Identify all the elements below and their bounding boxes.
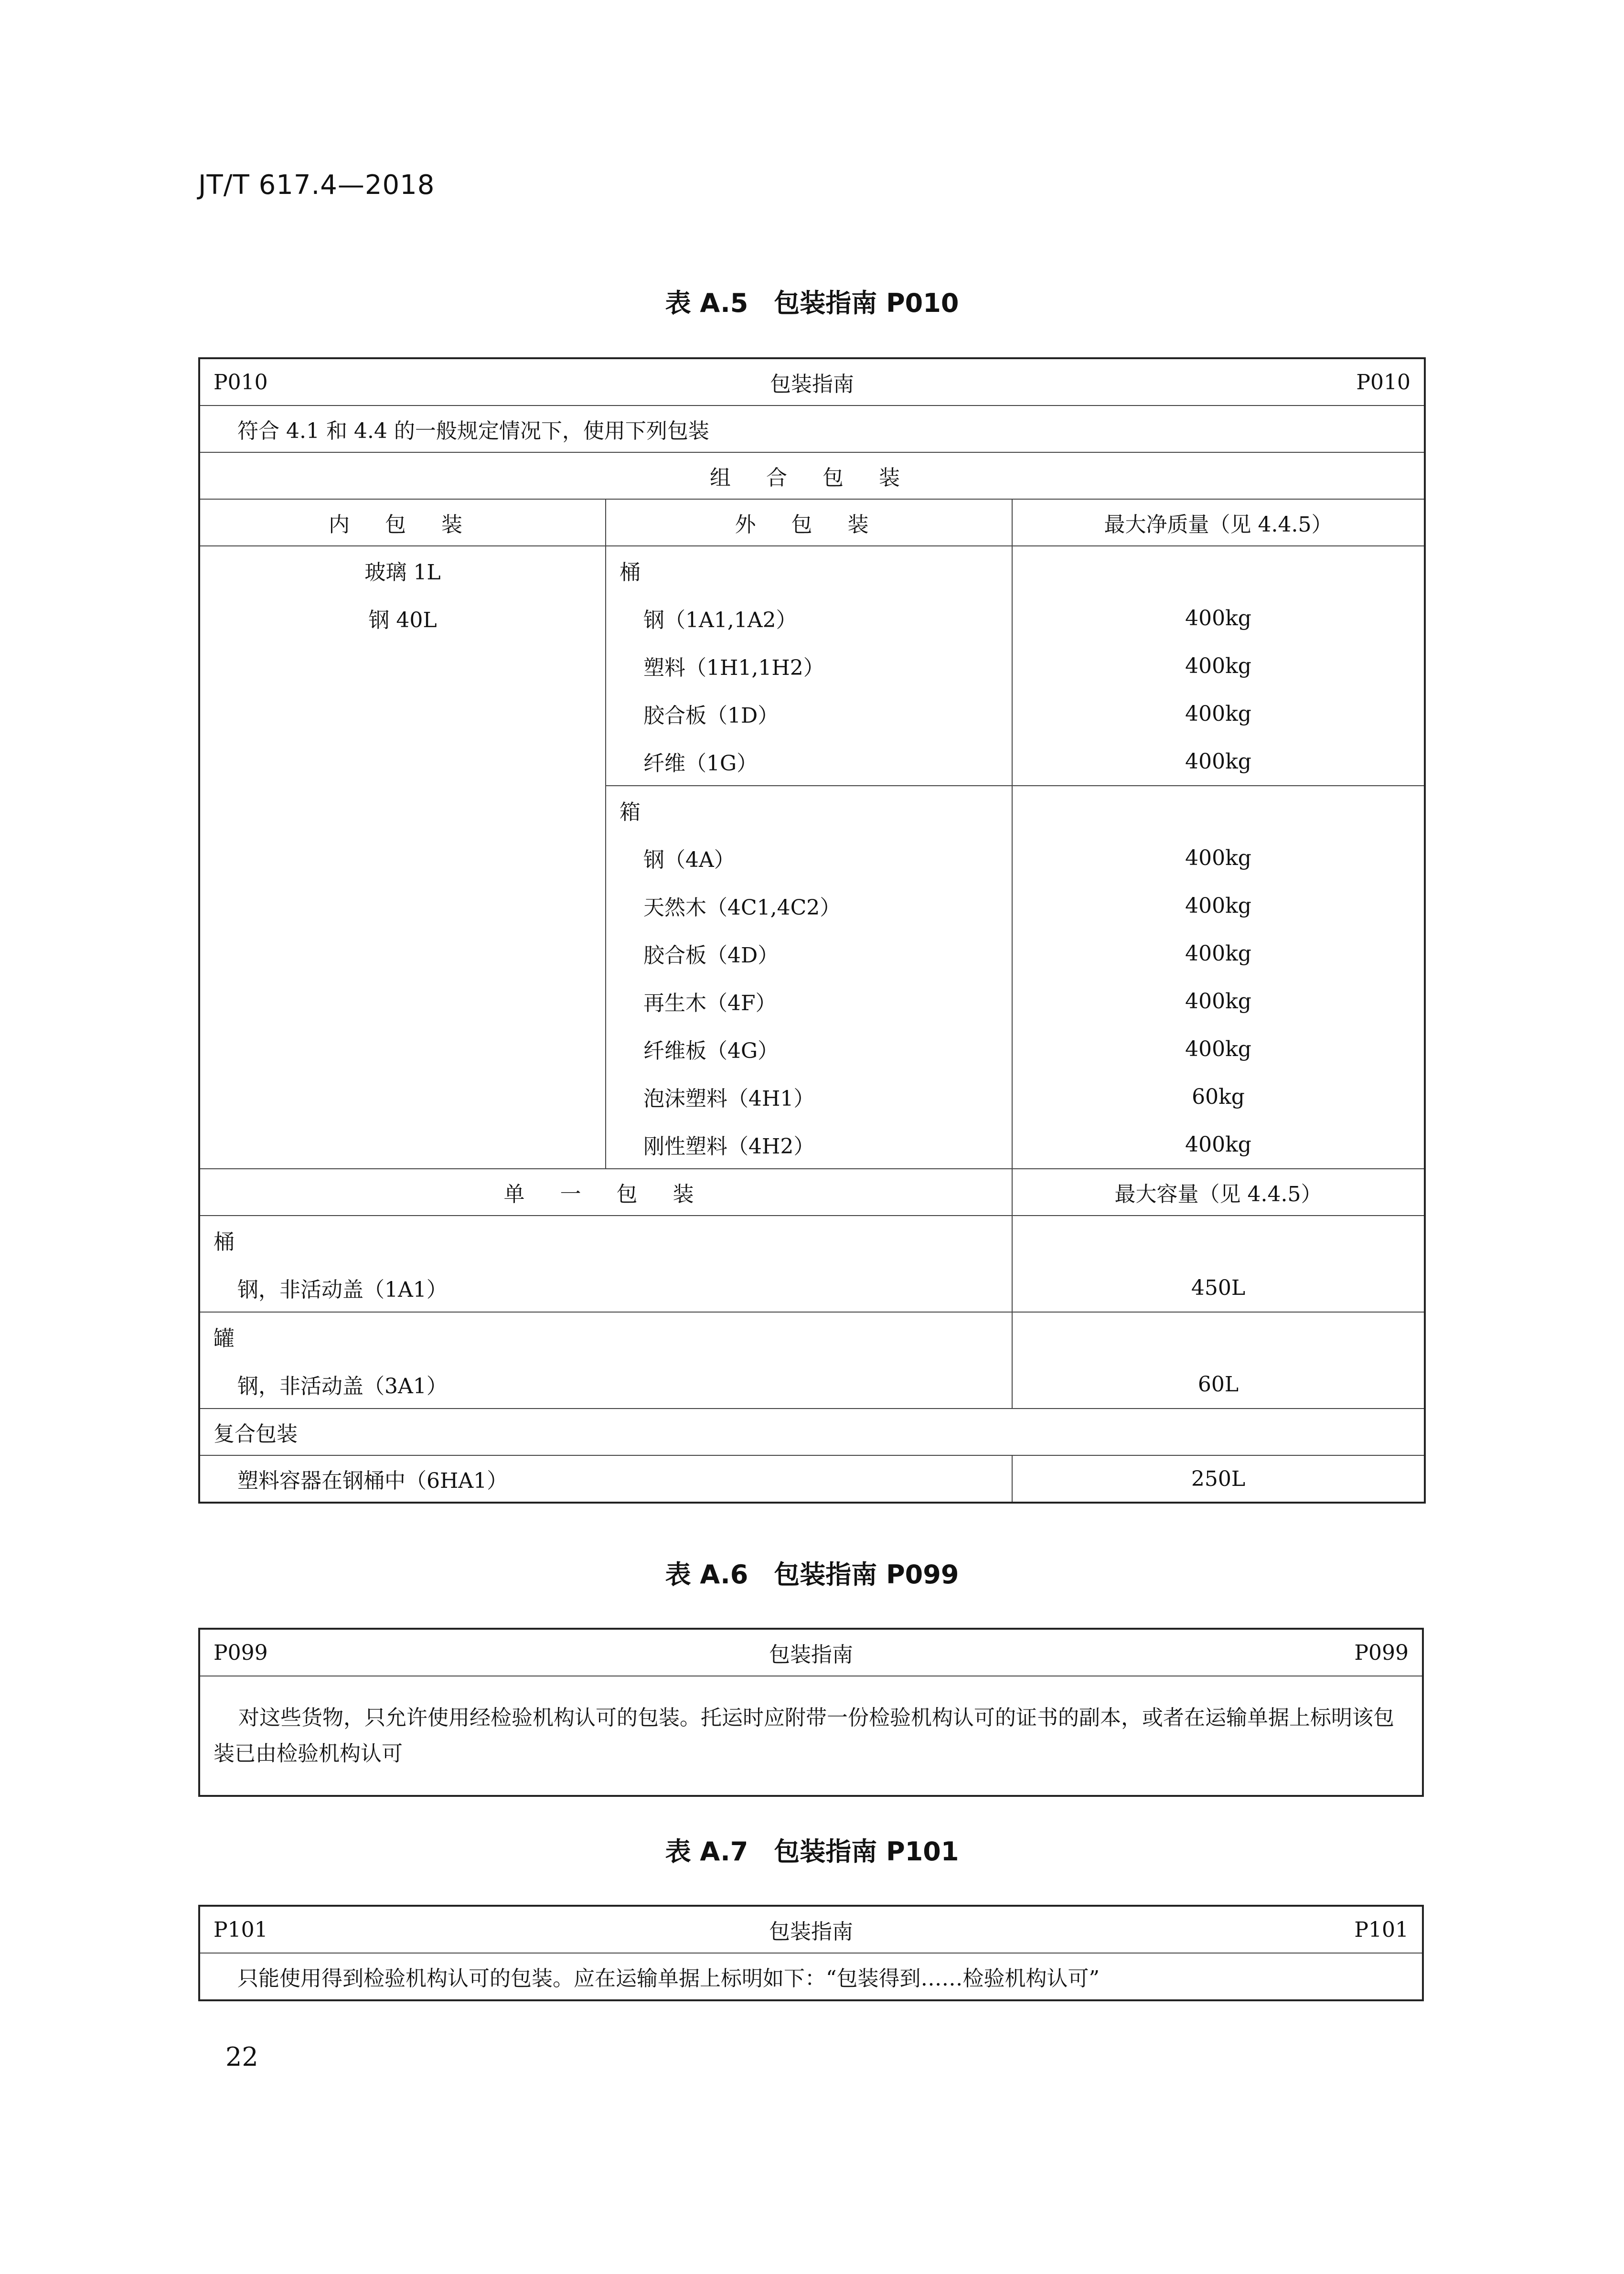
box-mass-value: 400kg — [1185, 1036, 1251, 1061]
drum-mass-value: 400kg — [1185, 653, 1251, 678]
composite-item-row — [199, 1455, 1425, 1503]
table-a6-code-left: P099 — [214, 1640, 268, 1665]
drum-item: 钢（1A1,1A2） — [643, 608, 797, 632]
inner-packaging-header: 内 包 装 — [199, 499, 606, 546]
drum-mass-value: 400kg — [1185, 606, 1251, 630]
single-drum-cell — [199, 1216, 1012, 1312]
table-a7-body: 只能使用得到检验机构认可的包装。应在运输单据上标明如下：“包装得到……检验机构认可” — [199, 1953, 1423, 2000]
table-a5 — [198, 357, 1426, 1504]
combined-packaging-header: 组 合 包 装 — [199, 452, 1425, 499]
drums-mass-cell — [1012, 546, 1425, 786]
table-a5-intro-row — [199, 406, 1425, 452]
table-a7-caption: 表 A.7 包装指南 P101 — [665, 1836, 959, 1867]
table-a5-title-row — [199, 358, 1425, 406]
table-a6 — [198, 1628, 1424, 1797]
boxes-mass-cell — [1012, 786, 1425, 1169]
composite-value: 250L — [1012, 1455, 1425, 1503]
drum-item: 塑料（1H1,1H2） — [643, 656, 824, 680]
boxes-outer-cell — [606, 786, 1012, 1169]
table-a6-body-row — [199, 1676, 1423, 1796]
table-a7-code-left: P101 — [214, 1917, 268, 1942]
table-a7 — [198, 1905, 1424, 2001]
single-drum-value: 450L — [1191, 1275, 1246, 1300]
table-a6-caption: 表 A.6 包装指南 P099 — [665, 1559, 959, 1590]
table-a7-code-right: P101 — [1354, 1917, 1409, 1942]
table-a6-title: 包装指南 — [769, 1643, 853, 1667]
inner-packaging-cell — [199, 546, 606, 1169]
jerrican-value-cell — [1012, 1312, 1425, 1409]
drums-row — [199, 546, 1425, 786]
max-capacity-header: 最大容量（见 4.4.5） — [1012, 1169, 1425, 1216]
box-item: 纤维板（4G） — [643, 1039, 779, 1063]
table-a6-body: 对这些货物，只允许使用经检验机构认可的包装。托运时应附带一份检验机构认可的证书的副本，或者在运输单据上标明该包装已由检验机构认可 — [199, 1676, 1423, 1796]
box-mass-value: 60kg — [1192, 1084, 1245, 1109]
jerrican-item: 钢，非活动盖（3A1） — [237, 1374, 448, 1399]
box-item: 再生木（4F） — [643, 991, 777, 1015]
single-packaging-header-row — [199, 1169, 1425, 1216]
page-number: 22 — [225, 2042, 258, 2072]
document-code: JT/T 617.4—2018 — [198, 170, 435, 201]
box-item: 钢（4A） — [643, 848, 735, 872]
box-item: 胶合板（4D） — [643, 943, 779, 968]
inner-item: 钢 40L — [368, 608, 437, 632]
box-item: 天然木（4C1,4C2） — [643, 896, 841, 920]
boxes-heading: 箱 — [620, 800, 641, 824]
table-a5-code-right: P010 — [1356, 370, 1411, 395]
composite-heading: 复合包装 — [199, 1409, 1425, 1455]
max-net-mass-header: 最大净质量（见 4.4.5） — [1012, 499, 1425, 546]
outer-packaging-header: 外 包 装 — [606, 499, 1012, 546]
jerrican-heading: 罐 — [214, 1326, 235, 1351]
box-mass-value: 400kg — [1185, 845, 1251, 870]
box-mass-value: 400kg — [1185, 941, 1251, 966]
table-a5-code-left: P010 — [214, 370, 268, 395]
box-mass-value: 400kg — [1185, 1132, 1251, 1157]
table-a5-combined-row — [199, 452, 1425, 499]
jerrican-row — [199, 1312, 1425, 1409]
drums-heading: 桶 — [620, 560, 641, 585]
single-drum-value-cell — [1012, 1216, 1425, 1312]
single-drum-item: 钢，非活动盖（1A1） — [237, 1278, 448, 1302]
jerrican-cell — [199, 1312, 1012, 1409]
drum-mass-value: 400kg — [1185, 749, 1251, 774]
drums-outer-cell — [606, 546, 1012, 786]
table-a7-title-row — [199, 1906, 1423, 1953]
single-drum-row — [199, 1216, 1425, 1312]
jerrican-value: 60L — [1197, 1372, 1239, 1397]
composite-item: 塑料容器在钢桶中（6HA1） — [199, 1455, 1012, 1503]
table-a5-intro: 符合 4.1 和 4.4 的一般规定情况下，使用下列包装 — [199, 406, 1425, 452]
box-mass-value: 400kg — [1185, 989, 1251, 1014]
drum-mass-value: 400kg — [1185, 701, 1251, 726]
table-a6-title-row — [199, 1629, 1423, 1676]
table-a7-title: 包装指南 — [769, 1920, 853, 1944]
single-drum-heading: 桶 — [214, 1230, 235, 1254]
single-packaging-header: 单 一 包 装 — [199, 1169, 1012, 1216]
table-a7-body-row — [199, 1953, 1423, 2000]
table-a5-column-header-row — [199, 499, 1425, 546]
composite-heading-row — [199, 1409, 1425, 1455]
inner-item: 玻璃 1L — [364, 560, 441, 585]
drum-item: 纤维（1G） — [643, 751, 758, 776]
table-a5-caption: 表 A.5 包装指南 P010 — [665, 288, 959, 318]
table-a5-title: 包装指南 — [770, 372, 854, 396]
box-item: 泡沫塑料（4H1） — [643, 1087, 815, 1111]
box-item: 刚性塑料（4H2） — [643, 1134, 815, 1159]
drum-item: 胶合板（1D） — [643, 704, 779, 728]
table-a6-code-right: P099 — [1354, 1640, 1409, 1665]
box-mass-value: 400kg — [1185, 893, 1251, 918]
